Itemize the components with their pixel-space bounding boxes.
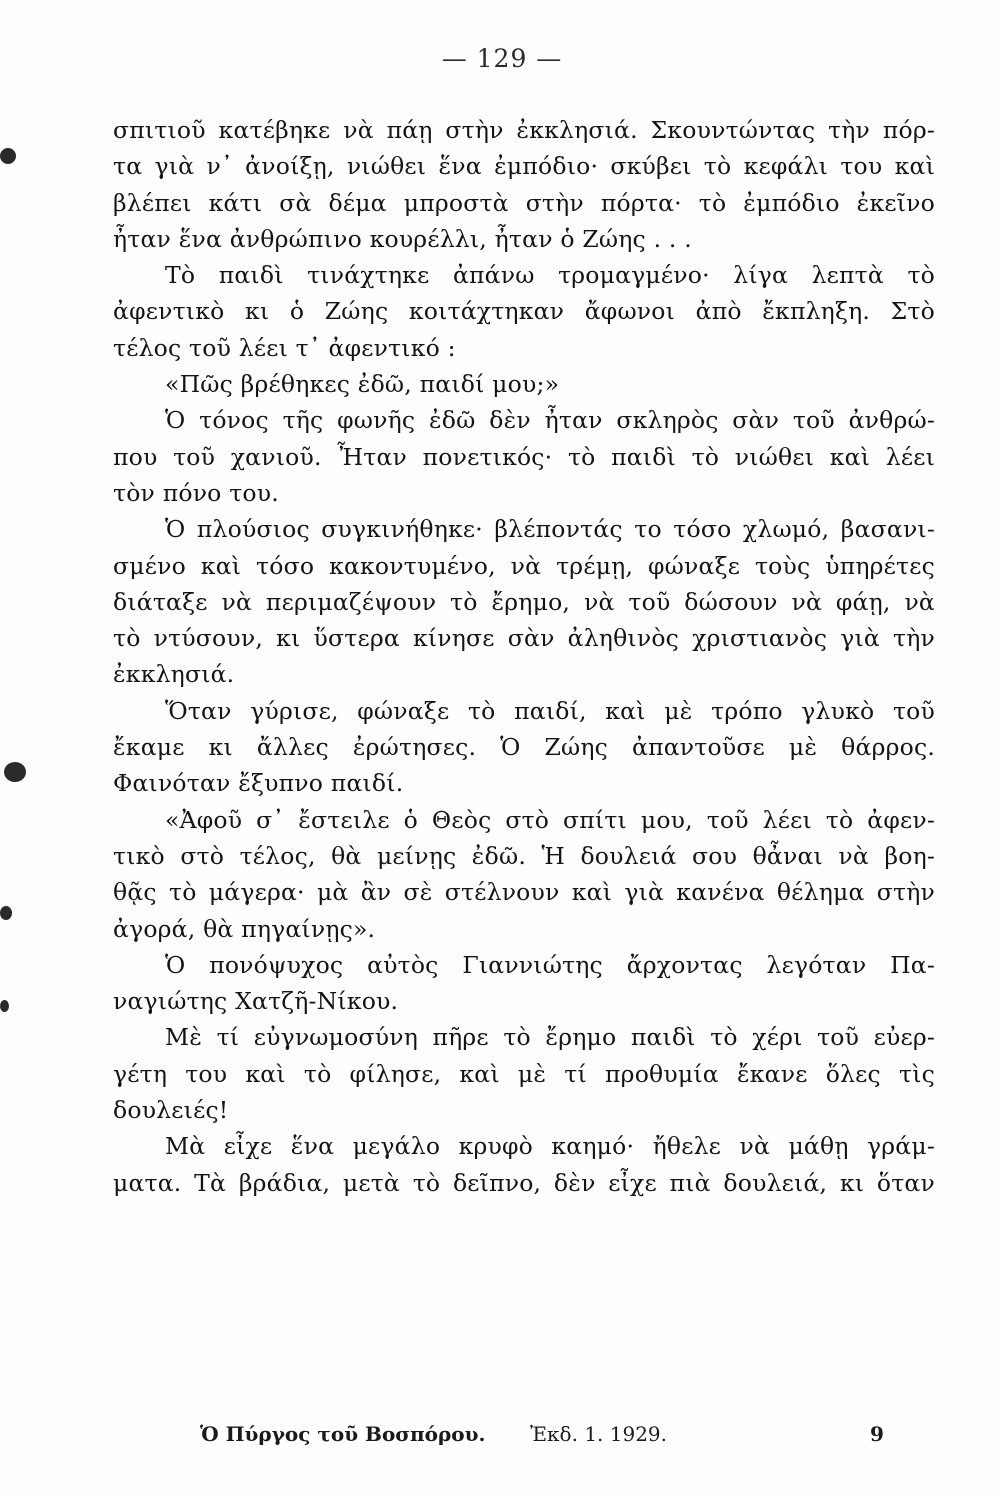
text-line: γέτη του καὶ τὸ φίλησε, καὶ μὲ τί προθυμία ἔκανε ὅλες τὶς <box>113 1059 935 1088</box>
text-line: ἀγορά, θὰ πηγαίνῃς». <box>113 914 376 943</box>
text-line: ἔκαμε κι ἄλλες ἐρώτησες. Ὁ Ζώης ἀπαντοῦσε μὲ θάρρος. <box>113 733 935 762</box>
text-line: βλέπει κάτι σὰ δέμα μπροστὰ στὴν πόρτα· τὸ ἐμπόδιο ἐκεῖνο <box>113 188 935 217</box>
ink-spot-edge <box>0 1000 9 1012</box>
text-line: Ὁ τόνος τῆς φωνῆς ἐδῶ δὲν ἦταν σκληρὸς σὰν τοῦ ἀνθρώ- <box>165 406 935 435</box>
text-line: Μὰ εἶχε ἕνα μεγάλο κρυφὸ καημό· ἤθελε νὰ μάθῃ γράμ- <box>165 1132 935 1161</box>
text-line: ἦταν ἕνα ἀνθρώπινο κουρέλλι, ἦταν ὁ Ζώης . . . <box>113 224 692 253</box>
text-line: τέλος τοῦ λέει τ᾿ ἀφεντικό : <box>113 333 456 362</box>
text-line: που τοῦ χανιοῦ. Ἦταν πονετικός· τὸ παιδὶ τὸ νιώθει καὶ λέει <box>113 442 935 471</box>
text-line: τὸν πόνο του. <box>113 478 279 507</box>
text-line: ἐκκλησιά. <box>113 660 235 689</box>
signature-number: 9 <box>870 1422 884 1446</box>
text-line: ναγιώτης Χατζῆ-Νίκου. <box>113 987 399 1016</box>
ink-spot-lower <box>0 906 12 920</box>
text-line: τα γιὰ ν᾿ ἀνοίξῃ, νιώθει ἕνα ἐμπόδιο· σκύβει τὸ κεφάλι του καὶ <box>113 152 935 181</box>
text-line: ματα. Τὰ βράδια, μετὰ τὸ δεῖπνο, δὲν εἶχε πιὰ δουλειά, κι ὅταν <box>113 1168 935 1197</box>
text-line: Ὁ πλούσιος συγκινήθηκε· βλέποντάς το τόσο χλωμό, βασανι- <box>165 515 935 544</box>
text-line: «Ἀφοῦ σ᾿ ἔστειλε ὁ Θεὸς στὸ σπίτι μου, τοῦ λέει τὸ ἀφεν- <box>165 805 935 834</box>
ink-spot-middle <box>4 762 26 782</box>
text-line: διάταξε νὰ περιμαζέψουν τὸ ἔρημο, νὰ τοῦ δώσουν νὰ φάῃ, νὰ <box>113 587 935 616</box>
text-line: ἀφεντικὸ κι ὁ Ζώης κοιτάχτηκαν ἄφωνοι ἀπὸ ἔκπληξη. Στὸ <box>113 297 935 326</box>
text-line: σμένο καὶ τόσο κακοντυμένο, νὰ τρέμῃ, φώναξε τοὺς ὑπηρέτες <box>113 551 935 580</box>
text-line: Τὸ παιδὶ τινάχτηκε ἀπάνω τρομαγμένο· λίγα λεπτὰ τὸ <box>165 261 935 290</box>
text-line: Φαινόταν ἔξυπνο παιδί. <box>113 769 404 798</box>
text-line: Ὁ πονόψυχος αὐτὸς Γιαννιώτης ἄρχοντας λεγόταν Πα- <box>165 950 935 979</box>
text-line: «Πῶς βρέθηκες ἐδῶ, παιδί μου;» <box>165 370 560 399</box>
text-line: σπιτιοῦ κατέβηκε νὰ πάῃ στὴν ἐκκλησιά. Σκουντώντας τὴν πόρ- <box>113 116 935 144</box>
text-line: Μὲ τί εὐγνωμοσύνη πῆρε τὸ ἔρημο παιδὶ τὸ χέρι τοῦ εὐερ- <box>165 1023 935 1052</box>
text-line: τικὸ στὸ τέλος, θὰ μείνῃς ἐδῶ. Ἡ δουλειά σου θἆναι νὰ βοη- <box>113 841 935 870</box>
text-line: δουλειές! <box>113 1096 229 1125</box>
page-number: — 129 — <box>441 44 563 73</box>
book-title: Ὁ Πύργος τοῦ Βοσπόρου. <box>200 1422 486 1446</box>
body-text <box>113 112 935 1201</box>
edition-info: Ἐκδ. 1. 1929. <box>530 1422 668 1446</box>
text-line: θᾷς τὸ μάγερα· μὰ ἂν σὲ στέλνουν καὶ γιὰ κανένα θέλημα στὴν <box>113 878 935 907</box>
text-line: Ὅταν γύρισε, φώναξε τὸ παιδί, καὶ μὲ τρόπο γλυκὸ τοῦ <box>165 696 935 725</box>
text-line: τὸ ντύσουν, κι ὕστερα κίνησε σὰν ἀληθινὸς χριστιανὸς γιὰ τὴν <box>113 624 935 653</box>
ink-spot-top <box>0 148 16 164</box>
